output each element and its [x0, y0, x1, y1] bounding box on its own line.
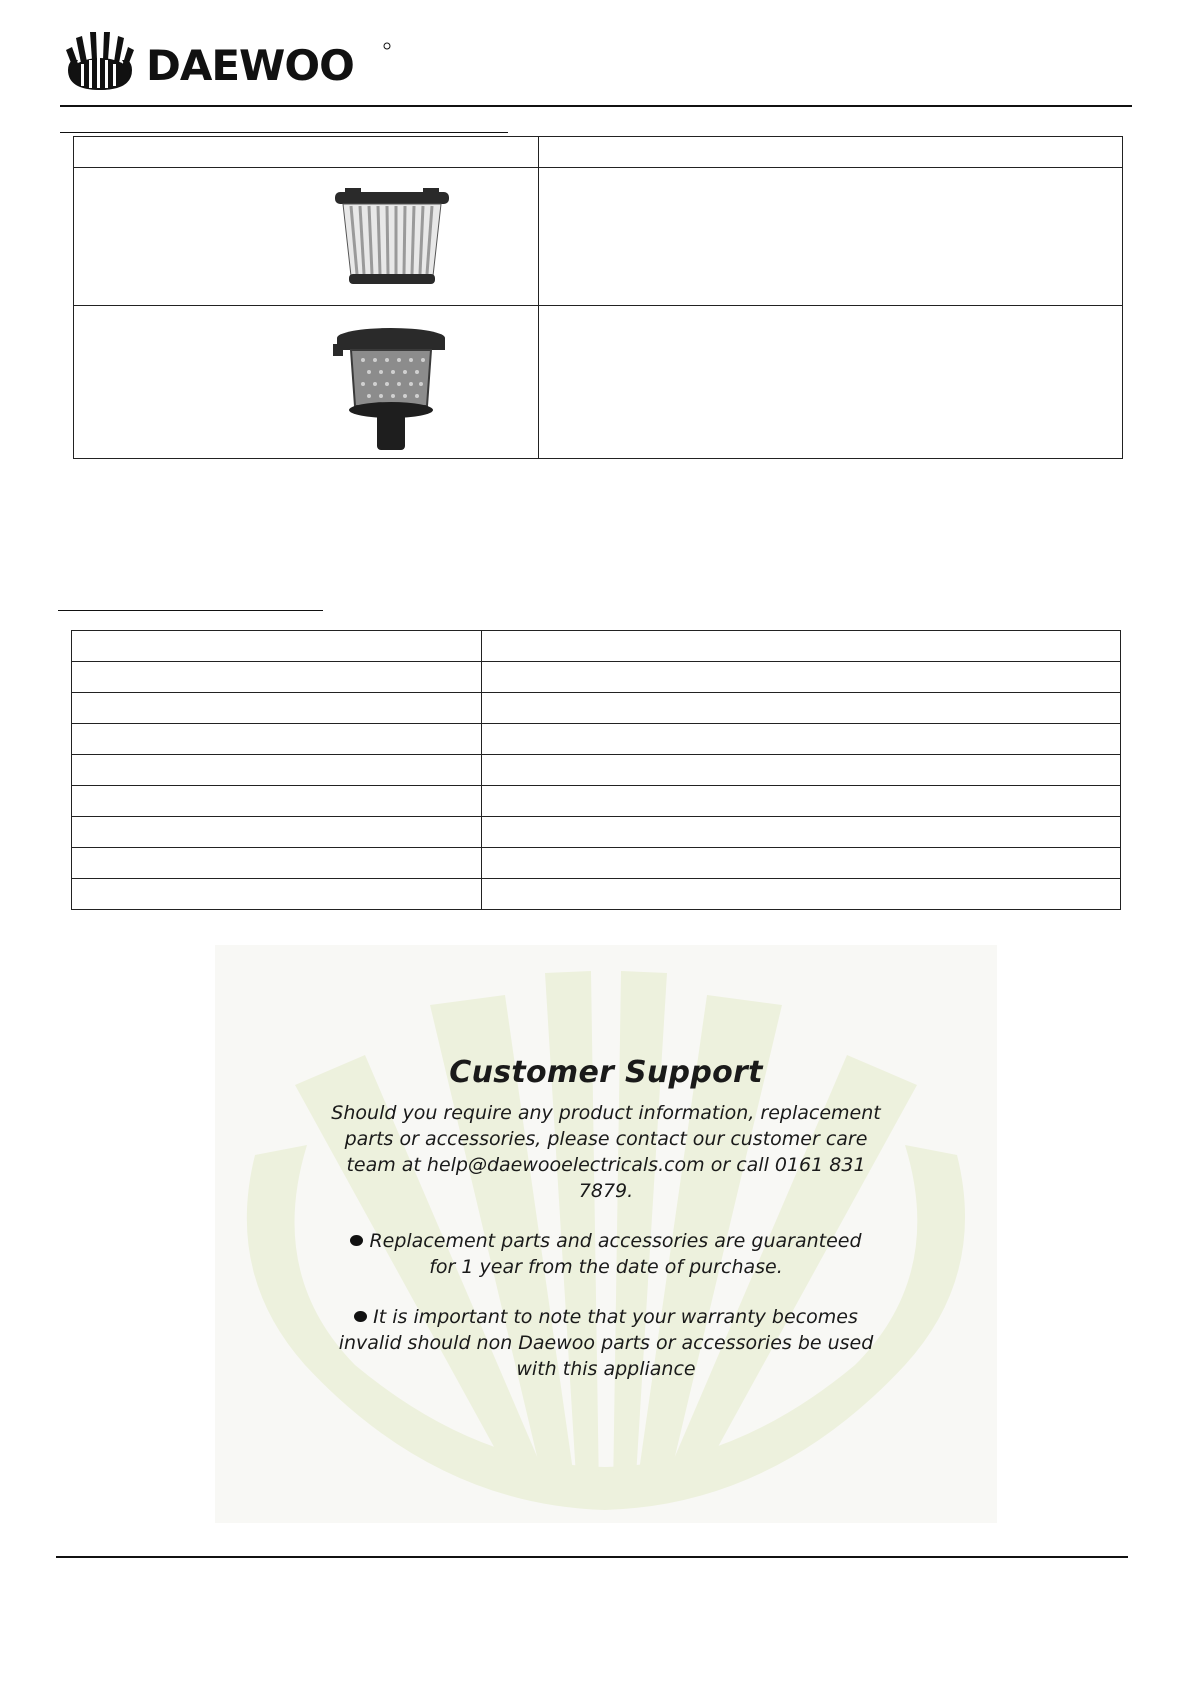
- table-cell: [74, 137, 539, 168]
- table-row: [72, 848, 1121, 879]
- support-bullet-warranty: It is important to note that your warranty becomes invalid should non Daewoo parts or accessories be used with this appliance: [338, 1306, 874, 1380]
- customer-support: [215, 1055, 997, 1382]
- table-row: [74, 306, 1123, 459]
- support-title: Customer Support: [449, 1055, 763, 1090]
- daewoo-logo: [64, 30, 394, 92]
- table-row: [72, 693, 1121, 724]
- table-row: [72, 786, 1121, 817]
- table-row: [74, 137, 1123, 168]
- support-intro: Should you require any product information, replacement parts or accessories, please contact our customer care team at help@daewooelectricals.com or call 0161 831 7879.: [331, 1102, 881, 1202]
- table-row: [72, 755, 1121, 786]
- table-row: [72, 817, 1121, 848]
- svg-text:DAEWOO: DAEWOO: [146, 41, 354, 90]
- table-row: [72, 724, 1121, 755]
- table-row: [74, 168, 1123, 306]
- table-row: [72, 879, 1121, 910]
- support-bullet-guarantee: Replacement parts and accessories are guaranteed for 1 year from the date of purchase.: [336, 1228, 876, 1280]
- section-rule-specs: [58, 610, 323, 611]
- mesh-filter-image: [331, 324, 451, 454]
- table-cell: [539, 137, 1123, 168]
- table-cell: [539, 168, 1123, 306]
- footer-rule: [56, 1556, 1128, 1558]
- parts-table: [73, 136, 1123, 459]
- table-cell: [539, 306, 1123, 459]
- header-rule: [60, 105, 1132, 107]
- specs-table: [71, 630, 1121, 910]
- section-rule-parts: [60, 132, 508, 133]
- table-row: [72, 662, 1121, 693]
- bullet-icon: [350, 1235, 363, 1246]
- table-cell: [74, 306, 539, 459]
- cylindrical-filter-image: [327, 186, 457, 290]
- table-cell: [74, 168, 539, 306]
- table-row: [72, 631, 1121, 662]
- bullet-icon: [354, 1311, 367, 1322]
